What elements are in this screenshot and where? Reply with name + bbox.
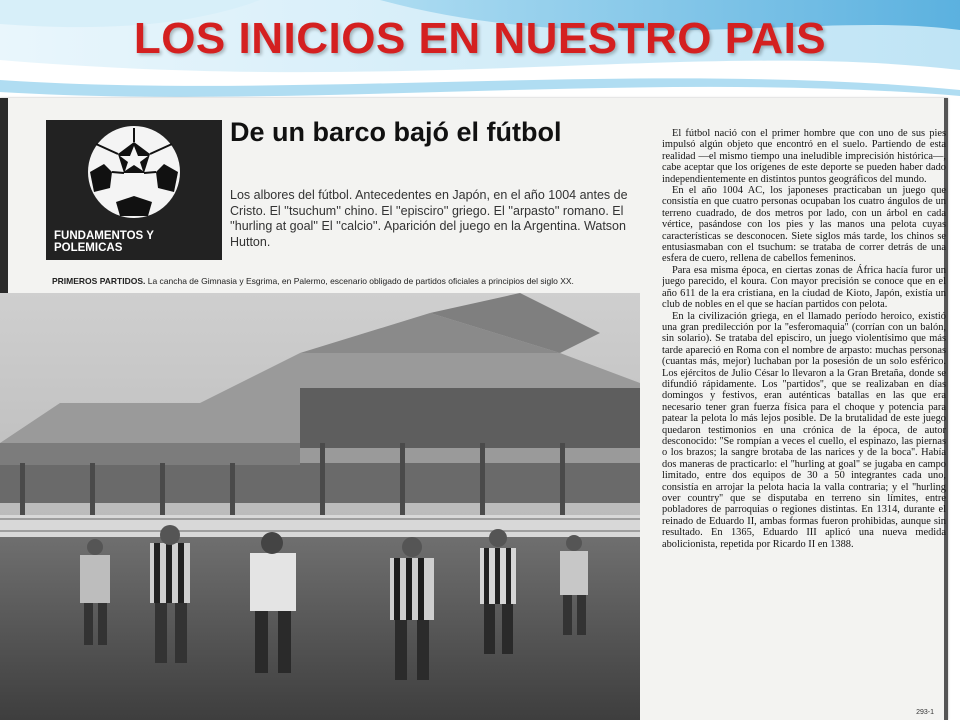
caption-text: La cancha de Gimnasia y Esgrima, en Palermo, escenario obligado de partidos oficiales a principios del siglo XX. bbox=[145, 276, 574, 286]
historic-football-photo bbox=[0, 293, 640, 720]
article-paragraph: Para esa misma época, en ciertas zonas de África hacía furor un juego parecido, el koura. Con mayor precisión se conoce que en el año 611 de la era cristiana, en la ciudad de Kioto, Japón, existía un club de nobles en el que se hacían partidos con pelota. bbox=[662, 264, 946, 311]
section-logo bbox=[46, 120, 222, 260]
section-label: FUNDAMENTOS Y POLEMICAS bbox=[54, 230, 154, 254]
newspaper-clipping bbox=[0, 98, 948, 720]
photo-illustration bbox=[0, 293, 640, 720]
slide-title: LOS INICIOS EN NUESTRO PAIS bbox=[133, 14, 827, 63]
article-headline: De un barco bajó el fútbol bbox=[230, 117, 562, 147]
photo-caption bbox=[52, 276, 612, 286]
article-paragraph: El fútbol nació con el primer hombre que con uno de sus pies impulsó algún objeto que encontró en el suelo. Partiendo de esta realidad —el mismo tiempo una ineludible imprecisión histórica—, cabe aceptar que los orígenes de este deporte se pueden haber dado independientemente en distintos puntos geográficos del mundo. bbox=[662, 128, 946, 185]
soccer-ball-icon bbox=[46, 120, 222, 230]
article-paragraph: En el año 1004 AC, los japoneses practicaban un juego que consistía en que cuatro personas ocupaban los cuatro ángulos de un terreno cuadrado, de dos metros por lado, con un árbol en cada vértice, pasándose con los pies y las manos una pelota cuyas características se desconocen. Siete siglos más tarde, los chinos se entusiasmaban con el tsuchum: se trataba de correr detrás de una esfera de cuero, rellena de cabellos femeninos. bbox=[662, 185, 946, 265]
caption-bold: PRIMEROS PARTIDOS. bbox=[52, 276, 146, 286]
article-body bbox=[662, 128, 946, 708]
article-deck: Los albores del fútbol. Antecedentes en Japón, en el año 1004 antes de Cristo. El ''tsuchum'' chino. El ''episciro'' griego. El ''arpasto'' romano. El ''hurling at goal'' El ''calcio''. Aparición del juego en la Argentina. Watson Hutton. bbox=[230, 188, 628, 249]
page-number: 293-1 bbox=[916, 709, 934, 716]
article-paragraph: En la civilización griega, en el llamado período heroico, existió una gran predilección por la ''esferomaquia'' (corrían con un balón, sin solario). Se trataba del episciro, un juego violentísimo que más tarde apareció en Roma con el nombre de arpasto: muchas personas (cuantas más, mejor) luchaban por la posesión de un solo esférico. Los ejércitos de Julio César lo llevaron a la Gran Bretaña, donde se difundió rápidamente. Los ''partidos'', que se realizaban en días domingos y festivos, eran auténticas batallas en las que era necesario tener gran fuerza física para el choque y potencia para patear la pelota lo más lejos posible. De la brutalidad de este juego quedaron testimonios en una crónica de la época, de autor desconocido: ''Se rompían a veces el cuello, el espinazo, las piernas o los brazos; la sangre brotaba de las narices y de la boca''. Había dos maneras de practicarlo: el ''hurling at goal'' se jugaba en campo limitado, entre dos equipos de 30 a 50 integrantes cada uno, consistía en arrojar la pelota hacia la valla contraria; y el ''hurling over country'' que se disputaba en terreno sin límites, entre pobladores de parroquias o regiones distintas. En 1314, durante el reinado de Eduardo II, ambas formas fueron prohibidas, aunque sin resultado. En 1365, Eduardo III aplicó una nueva medida abolicionista, repetida por Ricardo II en 1388. bbox=[662, 310, 946, 550]
